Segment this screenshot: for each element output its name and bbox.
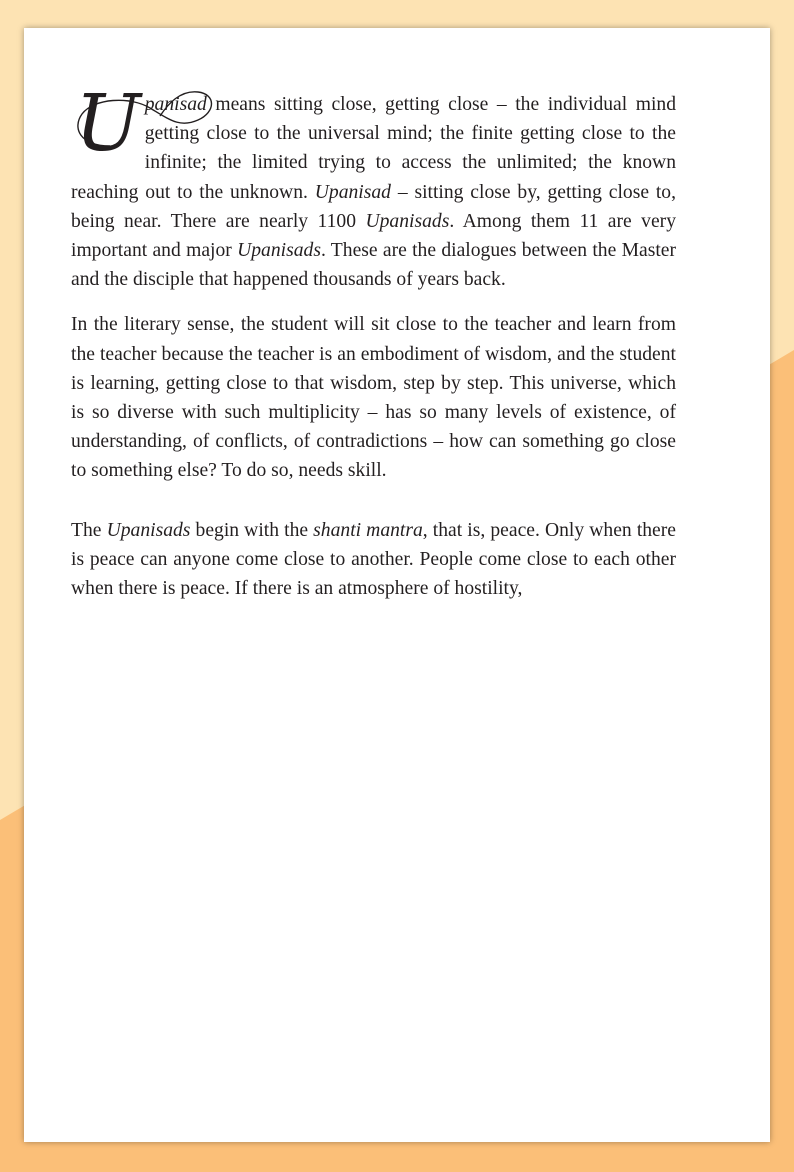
paragraph-3 (71, 516, 676, 604)
paragraph-3-text-c: , that is, peace. Only when there is peace can anyone come close to another. People come close to each other when there is peace. If there is an atmosphere of hostility, (71, 519, 676, 600)
paragraph-1-text-a: means sitting close, getting close – the individual mind getting close to the universal mind; the finite getting close to the infinite; the limited trying to access the unlimited; the known reaching out to the unknown. (71, 94, 676, 203)
paragraph-1-text-d: . These are the dialogues between the Master and the disciple that happened thousands of years back. (71, 240, 676, 291)
paragraph-2: In the literary sense, the student will sit close to the teacher and learn from the teacher because the teacher is an embodiment of wisdom, and the student is learning, getting close to that wisdom, step by step. This universe, which is so diverse with such multiplicity – has so many levels of existence, of understanding, of conflicts, of contradictions – how can something go close to something else? To do so, needs skill. (71, 314, 676, 482)
term-shanti-mantra: shanti mantra (313, 519, 423, 541)
term-upanisads: Upanisads (237, 240, 321, 262)
paragraph-1 (71, 79, 676, 294)
paragraph-3-text-b: begin with the (190, 519, 314, 541)
term-upanisad: panisad (144, 94, 207, 115)
term-upanisads: Upanisads (365, 210, 450, 232)
paragraph-3-text-a: The (71, 519, 107, 541)
paragraph-1-text-c: . Among them 11 are very important and major (71, 210, 676, 262)
term-upanisad: Upanisad (314, 181, 391, 203)
paragraph-1-text-b: – sitting close by, getting close to, being near. There are nearly 1100 (71, 181, 676, 232)
drop-cap: U (75, 79, 141, 169)
term-upanisads: Upanisads (106, 519, 191, 541)
page-body (71, 79, 676, 603)
